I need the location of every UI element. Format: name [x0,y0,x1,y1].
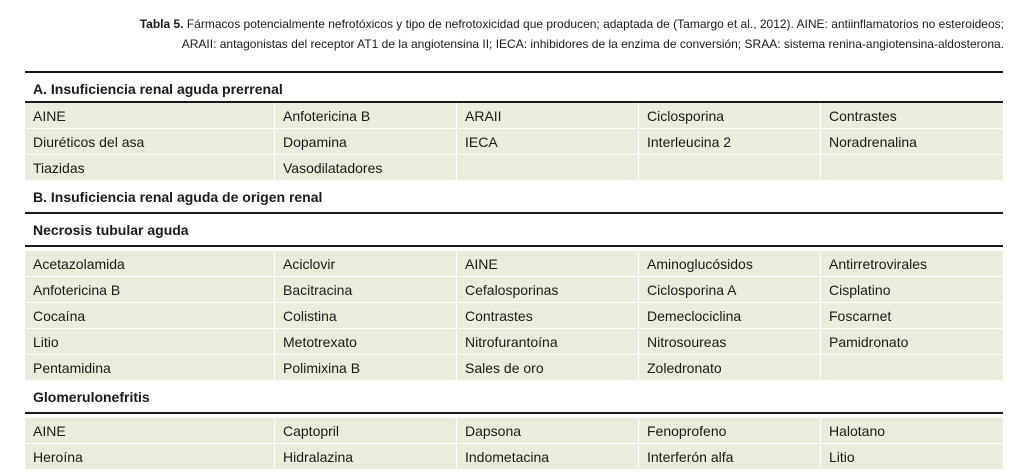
table-row [25,251,1003,277]
caption-line-2: ARAII: antagonistas del receptor AT1 de la angiotensina II; IECA: inhibidores de la enzima de conversión; SRAA: sistema renina-angiotensina-aldosterona. [181,37,1004,51]
drug-table [25,71,1003,470]
table-cell: Zoledronato [639,355,821,381]
table-cell: AINE [457,251,639,277]
table-cell: AINE [25,103,275,129]
table-cell: Heroína [25,444,275,470]
table-cell: Interferón alfa [639,444,821,470]
table-cell: Antirretrovirales [821,251,1003,277]
table-cell: Vasodilatadores [275,155,457,181]
table-cell: Colistina [275,303,457,329]
table-cell: Sales de oro [457,355,639,381]
table-cell: Tiazidas [25,155,275,181]
table-cell: Pentamidina [25,355,275,381]
caption-text-1: Fármacos potencialmente nefrotóxicos y tipo de nefrotoxicidad que producen; adaptada de (Tamargo et al., 2012). AINE: antiinflamatorios no esteroideos; [183,17,1004,31]
table-cell: Interleucina 2 [639,129,821,155]
table-cell: Anfotericina B [275,103,457,129]
table-cell: Fenoprofeno [639,418,821,444]
table-cell: Dapsona [457,418,639,444]
table-cell: Aciclovir [275,251,457,277]
table-cell: IECA [457,129,639,155]
subsection-title-glomerulonefritis: Glomerulonefritis [25,381,1003,414]
table-cell: Aminoglucósidos [639,251,821,277]
table-cell: Litio [25,329,275,355]
table-cell: Pamidronato [821,329,1003,355]
table-cell: Nitrosoureas [639,329,821,355]
table-cell: Contrastes [457,303,639,329]
table-row [25,444,1003,470]
table-row [25,277,1003,303]
table-cell [821,355,1003,381]
table-cell: Captopril [275,418,457,444]
table-cell: Foscarnet [821,303,1003,329]
table-cell [821,155,1003,181]
table-cell: Hidralazina [275,444,457,470]
table-row [25,355,1003,381]
table-cell [457,155,639,181]
rows-prerrenal [25,103,1003,181]
table-cell: Noradrenalina [821,129,1003,155]
table-cell: Litio [821,444,1003,470]
table-cell: ARAII [457,103,639,129]
table-cell: Anfotericina B [25,277,275,303]
table-cell: Bacitracina [275,277,457,303]
table-row [25,303,1003,329]
table-cell: Ciclosporina [639,103,821,129]
table-cell: Cocaína [25,303,275,329]
table-row [25,418,1003,444]
rows-necrosis [25,251,1003,381]
rows-glomerulonefritis [25,418,1003,470]
section-title-renal: B. Insuficiencia renal aguda de origen renal [25,181,1003,214]
table-cell: Cisplatino [821,277,1003,303]
table-cell: Ciclosporina A [639,277,821,303]
table-cell: Contrastes [821,103,1003,129]
table-cell [639,155,821,181]
table-row [25,329,1003,355]
caption-line-1 [0,14,1004,34]
table-row [25,103,1003,129]
table-cell: Dopamina [275,129,457,155]
table-cell: Cefalosporinas [457,277,639,303]
table-cell: Acetazolamida [25,251,275,277]
subsection-title-necrosis: Necrosis tubular aguda [25,214,1003,247]
table-cell: Polimixina B [275,355,457,381]
section-title-prerrenal: A. Insuficiencia renal aguda prerrenal [25,73,1003,103]
table-cell: Halotano [821,418,1003,444]
table-cell: AINE [25,418,275,444]
table-cell: Demeclociclina [639,303,821,329]
table-row [25,129,1003,155]
table-cell: Nitrofurantoína [457,329,639,355]
caption-lead: Tabla 5. [139,17,184,31]
table-cell: Metotrexato [275,329,457,355]
table-cell: Diuréticos del asa [25,129,275,155]
table-caption [0,14,1004,54]
table-cell: Indometacina [457,444,639,470]
table-row [25,155,1003,181]
